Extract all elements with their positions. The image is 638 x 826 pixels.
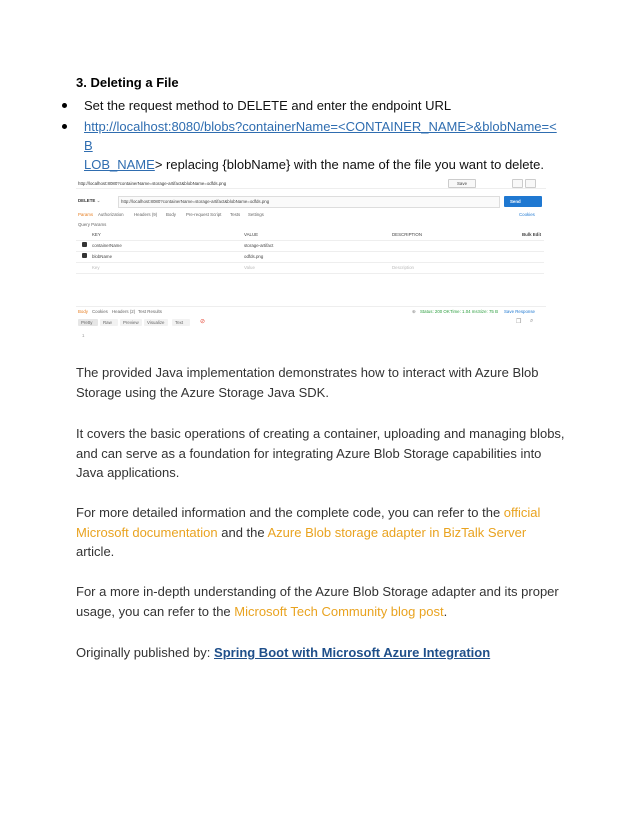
method-label: DELETE <box>78 198 96 203</box>
tab-tests[interactable]: Tests <box>230 212 241 217</box>
request-bar <box>76 196 546 208</box>
bullet-text <box>84 117 564 174</box>
url-suffix: > replacing {blobName} with the name of the file you want to delete. <box>154 157 544 172</box>
paragraph-text: For a more in-depth understanding of the Azure Blob Storage adapter and its proper usage, you can refer to the <box>76 584 559 619</box>
save-label: Save <box>457 181 468 186</box>
table-header <box>76 230 544 241</box>
params-table <box>76 230 544 274</box>
url-value: http://localhost:8080?containerName=storage-artifact&blobName=odfds.png <box>121 199 270 204</box>
cookies-link[interactable]: Cookies <box>519 212 535 217</box>
param-key[interactable]: containerName <box>92 243 122 248</box>
send-button[interactable] <box>504 196 542 207</box>
checkbox-checked[interactable] <box>82 242 87 247</box>
tab-headers[interactable]: Headers (9) <box>134 212 158 217</box>
response-tab-body[interactable]: Body <box>78 309 89 314</box>
table-row-empty[interactable] <box>76 263 544 274</box>
wrap-icon[interactable]: ⊘ <box>200 319 206 325</box>
postman-screenshot <box>76 176 546 346</box>
tech-community-link[interactable]: Microsoft Tech Community blog post <box>234 603 444 619</box>
comments-icon[interactable] <box>525 179 536 188</box>
paragraph <box>76 643 566 663</box>
send-label: Send <box>510 199 521 204</box>
description-placeholder[interactable]: Description <box>392 265 414 270</box>
section-heading: 3. Deleting a File <box>76 75 179 90</box>
response-bar <box>76 306 546 315</box>
request-tab-bar <box>76 178 546 189</box>
response-status: Status: 200 OK <box>420 309 450 314</box>
save-response-button[interactable]: Save Response <box>504 309 535 314</box>
format-select[interactable] <box>172 319 190 326</box>
bullet-text: Set the request method to DELETE and enter the endpoint URL <box>84 98 452 113</box>
paragraph-text: For more detailed information and the complete code, you can refer to the <box>76 505 504 520</box>
paragraph: It covers the basic operations of creating a container, uploading and managing blobs, and can serve as a foundation for integrating Azure Blob Storage capabilities into Java applications. <box>76 426 565 480</box>
globe-icon: ⊕ <box>412 309 416 314</box>
tab-body[interactable]: Body <box>166 212 177 217</box>
paragraph-text: article. <box>76 544 115 559</box>
bulk-edit-link[interactable]: Bulk Edit <box>522 232 542 237</box>
url-line-2: LOB_NAME <box>84 157 155 172</box>
query-params-label: Query Params <box>78 222 107 227</box>
checkbox-checked[interactable] <box>82 253 87 258</box>
table-row[interactable] <box>76 241 544 252</box>
paragraph: The provided Java implementation demonstrates how to interact with Azure Blob Storage using the Azure Storage Java SDK. <box>76 365 539 400</box>
biztalk-adapter-link[interactable]: Azure Blob storage adapter in BizTalk Server <box>267 524 527 540</box>
view-raw-button[interactable] <box>100 319 118 326</box>
response-tab-test-results[interactable]: Test Results <box>138 309 162 314</box>
tab-authorization[interactable]: Authorization <box>98 212 124 217</box>
table-row[interactable] <box>76 252 544 263</box>
view-pretty-label: Pretty <box>81 320 93 325</box>
paragraph-text: Originally published by: <box>76 645 215 660</box>
bullet-dot <box>62 103 67 108</box>
format-label: Text <box>175 320 184 325</box>
view-preview-button[interactable] <box>120 319 142 326</box>
paragraph <box>76 503 566 562</box>
microsoft-docs-link[interactable]: official Microsoft documentation <box>76 505 541 540</box>
paragraph <box>76 582 566 621</box>
request-subtabs <box>76 212 546 220</box>
view-visualize-label: Visualize <box>147 320 165 325</box>
column-header: VALUE <box>244 232 259 237</box>
method-select[interactable] <box>78 198 114 206</box>
original-article-link[interactable]: Spring Boot with Microsoft Azure Integration <box>214 645 491 660</box>
tab-pre-request-script[interactable]: Pre-request Script <box>186 212 222 217</box>
column-header: KEY <box>92 232 101 237</box>
line-number: 1 <box>82 333 85 338</box>
paragraph-text: . <box>443 603 448 619</box>
bullet-dot <box>62 124 67 129</box>
tab-settings[interactable]: Settings <box>248 212 264 217</box>
response-size: Size: 75 B <box>478 309 499 314</box>
param-value[interactable]: storage-artifact <box>244 243 274 248</box>
search-icon[interactable]: ⌕ <box>530 318 534 324</box>
tab-url: http://localhost:8080?containerName=storage-artifact&blobName=odfds.png <box>78 181 227 186</box>
chevron-down-icon: ⌄ <box>96 198 101 203</box>
response-time: Time: 1.04 ms <box>450 309 478 314</box>
view-pretty-button[interactable] <box>78 319 98 326</box>
response-tab-cookies[interactable]: Cookies <box>92 309 108 314</box>
view-raw-label: Raw <box>103 320 112 325</box>
column-header: DESCRIPTION <box>392 232 423 237</box>
copy-icon[interactable]: ❐ <box>516 319 522 325</box>
response-tab-headers[interactable]: Headers (2) <box>112 309 136 314</box>
view-visualize-button[interactable] <box>144 319 168 326</box>
param-value[interactable]: odfds.png <box>244 254 264 259</box>
response-view-buttons <box>76 318 546 328</box>
edit-icon[interactable] <box>512 179 523 188</box>
save-button[interactable] <box>448 179 476 188</box>
url-input[interactable] <box>118 196 500 208</box>
view-preview-label: Preview <box>123 320 139 325</box>
paragraph-text: and the <box>217 524 268 540</box>
param-key[interactable]: blobName <box>92 254 113 259</box>
tab-params[interactable]: Params <box>78 212 94 217</box>
url-line-1: http://localhost:8080/blobs?containerName=<CONTAINER_NAME>&blobName=<B <box>84 119 557 153</box>
value-placeholder[interactable]: Value <box>244 265 255 270</box>
key-placeholder[interactable]: Key <box>92 265 100 270</box>
